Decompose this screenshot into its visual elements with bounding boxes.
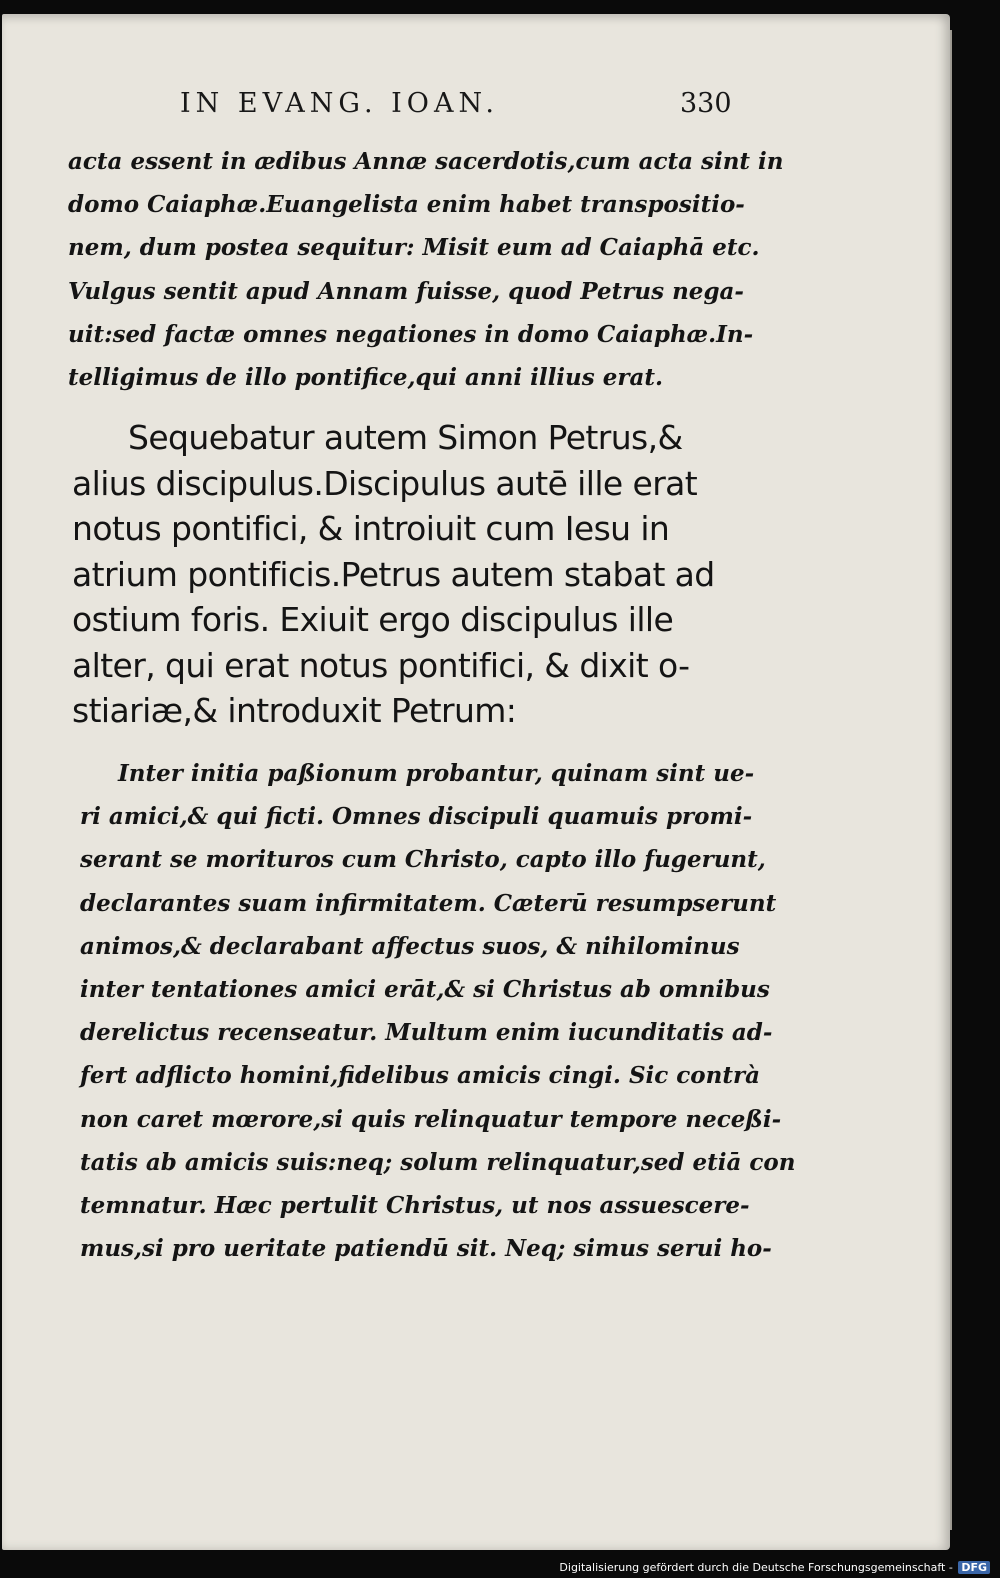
text-line: alius discipulus.Discipulus autē ille erat (72, 463, 698, 503)
text-line: Inter initia paßionum probantur, quinam sint ue- (118, 760, 755, 787)
commentary-paragraph-1 (68, 140, 784, 399)
text-line: Vulgus sentit apud Annam fuisse, quod Petrus nega- (68, 277, 744, 305)
text-line: animos,& declarabant affectus suos, & nihilominus (80, 932, 740, 960)
text-line: non caret mœrore,si quis relinquatur tempore neceßi- (80, 1105, 782, 1133)
text-line: ostium foris. Exiuit ergo discipulus ille (72, 600, 674, 639)
running-head-title: IN EVANG. IOAN. (180, 88, 499, 119)
page-number: 330 (680, 88, 732, 119)
text-line: uit:sed factæ omnes negationes in domo Caiaphæ.In- (68, 320, 754, 348)
text-line: alter, qui erat notus pontifici, & dixit o- (72, 645, 690, 685)
funding-credit (559, 1561, 990, 1574)
text-line: telligimus de illo pontifice,qui anni illius erat. (68, 364, 664, 392)
text-line: acta essent in ædibus Annæ sacerdotis,cum acta sint in (68, 148, 784, 175)
text-line: ri amici,& qui ficti. Omnes discipuli quamuis promi- (80, 803, 753, 831)
text-line: stiariæ,& introduxit Petrum: (72, 691, 517, 730)
text-line: mus,si pro ueritate patiendū sit. Neq; simus serui ho- (80, 1235, 772, 1263)
text-line: derelictus recenseatur. Multum enim iucunditatis ad- (80, 1019, 773, 1047)
text-line: domo Caiaphæ.Euangelista enim habet transpositio- (68, 191, 745, 219)
funding-credit-text: Digitalisierung gefördert durch die Deutsche Forschungsgemeinschaft - (559, 1561, 953, 1574)
commentary-paragraph-2 (80, 752, 795, 1270)
text-line: fert adflicto homini,fidelibus amicis cingi. Sic contrà (80, 1062, 761, 1090)
running-head (180, 88, 740, 119)
text-line: serant se morituros cum Christo, capto illo fugerunt, (80, 846, 766, 874)
scripture-passage (72, 415, 715, 734)
text-line: declarantes suam infirmitatem. Cæterū resumpserunt (80, 889, 777, 917)
text-line: inter tentationes amici erāt,& si Christus ab omnibus (80, 976, 770, 1004)
text-line: nem, dum postea sequitur: Misit eum ad Caiaphā etc. (68, 234, 760, 262)
text-line: tatis ab amicis suis:neq; solum relinquatur,sed etiā con (80, 1148, 796, 1176)
text-line: temnatur. Hæc pertulit Christus, ut nos assuescere- (80, 1192, 750, 1220)
dfg-logo: DFG (958, 1561, 990, 1574)
text-line: Sequebatur autem Simon Petrus,& (128, 418, 683, 457)
text-line: notus pontifici, & introiuit cum Iesu in (72, 509, 670, 548)
text-line: atrium pontificis.Petrus autem stabat ad (72, 554, 715, 594)
